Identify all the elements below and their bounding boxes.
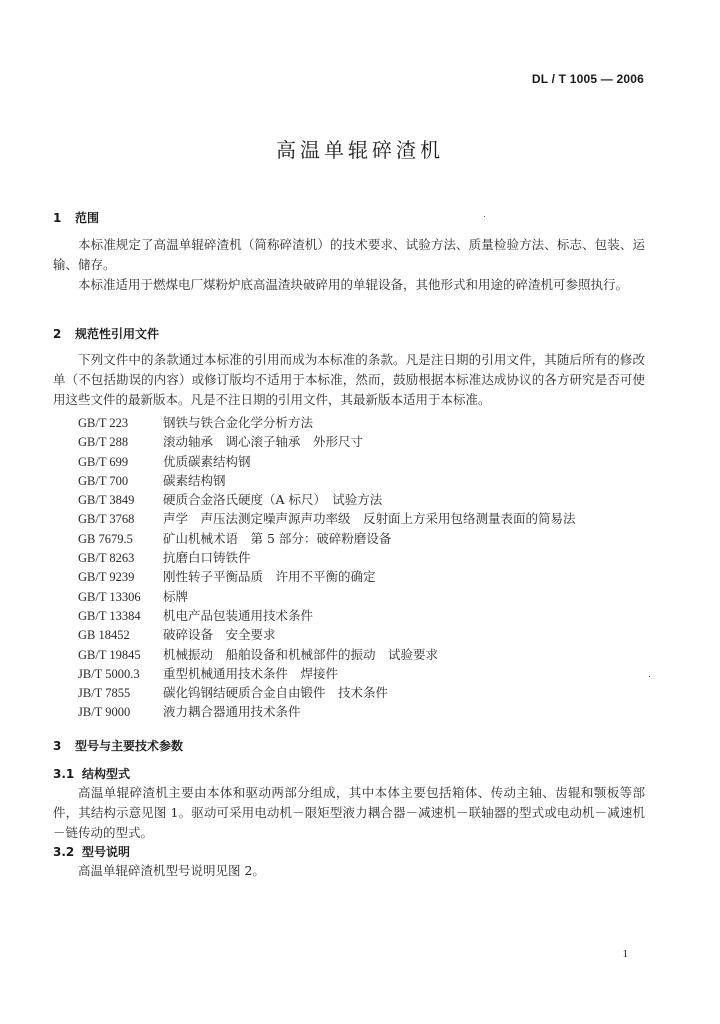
section-3-2-paragraph: 高温单辊碎渣机型号说明见图 2。 bbox=[78, 863, 265, 878]
reference-item bbox=[78, 452, 576, 471]
section-title: 范围 bbox=[75, 211, 100, 225]
reference-title: 标牌 bbox=[163, 588, 189, 604]
reference-title: 钢铁与铁合金化学分析方法 bbox=[163, 415, 314, 430]
reference-item bbox=[78, 548, 576, 567]
reference-title: 机械振动 船舶设备和机械部件的振动 试验要求 bbox=[163, 646, 439, 662]
reference-code: GB/T 223 bbox=[78, 416, 129, 430]
reference-code: GB/T 3849 bbox=[78, 493, 135, 508]
section-2-heading bbox=[53, 325, 159, 342]
section-3-1-heading bbox=[53, 765, 130, 782]
reference-title: 刚性转子平衡品质 许用不平衡的确定 bbox=[163, 569, 376, 585]
reference-code: JB/T 5000.3 bbox=[78, 666, 140, 681]
section-1-paragraph-2: 本标准适用于燃煤电厂煤粉炉底高温渣块破碎用的单辊设备，其他形式和用途的碎渣机可参照执行。 bbox=[78, 277, 629, 292]
reference-item bbox=[78, 529, 576, 548]
reference-item bbox=[78, 413, 576, 432]
section-number: 3 bbox=[53, 739, 62, 753]
section-3-heading bbox=[53, 737, 183, 754]
reference-code: GB/T 13384 bbox=[78, 608, 141, 623]
scan-speck bbox=[649, 676, 650, 677]
reference-item bbox=[78, 625, 576, 644]
page-number: 1 bbox=[622, 948, 628, 960]
reference-item bbox=[78, 432, 576, 451]
reference-item bbox=[78, 567, 576, 586]
reference-title: 碳化钨钢结硬质合金自由锻件 技术条件 bbox=[163, 685, 389, 701]
reference-title: 硬质合金洛氏硬度（A 标尺） 试验方法 bbox=[163, 492, 383, 508]
reference-title: 碳素结构钢 bbox=[163, 472, 226, 488]
standard-code: DL / T 1005 — 2006 bbox=[531, 72, 644, 86]
reference-code: GB/T 9239 bbox=[78, 570, 135, 585]
reference-item bbox=[78, 587, 576, 606]
reference-title: 破碎设备 安全要求 bbox=[163, 627, 276, 643]
reference-item bbox=[78, 471, 576, 490]
reference-code: GB/T 3768 bbox=[78, 512, 135, 527]
reference-list bbox=[78, 413, 576, 722]
scan-speck bbox=[484, 216, 485, 217]
document-title: 高温单辊碎渣机 bbox=[276, 138, 444, 162]
reference-item bbox=[78, 645, 576, 664]
section-3-2-heading bbox=[53, 843, 130, 860]
reference-code: GB/T 13306 bbox=[78, 589, 141, 604]
reference-code: GB 18452 bbox=[78, 628, 130, 643]
reference-code: JB/T 7855 bbox=[78, 686, 131, 701]
reference-code: JB/T 9000 bbox=[78, 705, 131, 720]
reference-title: 声学 声压法测定噪声源声功率级 反射面上方采用包络测量表面的简易法 bbox=[163, 511, 576, 527]
reference-item bbox=[78, 606, 576, 625]
subsection-number: 3.2 bbox=[53, 845, 75, 859]
reference-title: 液力耦合器通用技术条件 bbox=[163, 704, 301, 720]
reference-item bbox=[78, 683, 576, 702]
reference-code: GB 7679.5 bbox=[78, 531, 133, 546]
section-title: 规范性引用文件 bbox=[75, 327, 160, 341]
section-1-heading bbox=[53, 209, 99, 226]
section-number: 2 bbox=[53, 327, 62, 341]
reference-item bbox=[78, 664, 576, 683]
section-2-intro: 下列文件中的条款通过本标准的引用而成为本标准的条款。凡是注日期的引用文件，其随后所有的修改单（不包括勘误的内容）或修订版均不适用于本标准，然而，鼓励根据本标准达成协议的各方研究是否可使用这些文件的最新版本。凡是不注日期的引用文件，其最新版本适用于本标准。 bbox=[53, 352, 645, 407]
reference-code: GB/T 8263 bbox=[78, 551, 135, 566]
section-number: 1 bbox=[53, 211, 62, 225]
reference-code: GB/T 19845 bbox=[78, 647, 141, 662]
section-1-paragraph-1: 本标准规定了高温单辊碎渣机（简称碎渣机）的技术要求、试验方法、质量检验方法、标志、包装、运输、储存。 bbox=[53, 237, 645, 272]
reference-item bbox=[78, 490, 576, 509]
reference-title: 滚动轴承 调心滚子轴承 外形尺寸 bbox=[163, 434, 364, 450]
section-3-1-paragraph: 高温单辊碎渣机主要由本体和驱动两部分组成，其中本体主要包括箱体、传动主轴、齿辊和颚板等部件，其结构示意见图 1。驱动可采用电动机－限矩型液力耦合器－减速机－联轴器的型式或电动机－减速机－链传动的型式。 bbox=[53, 785, 645, 840]
subsection-title: 结构型式 bbox=[82, 767, 131, 781]
subsection-number: 3.1 bbox=[53, 767, 75, 781]
reference-title: 抗磨白口铸铁件 bbox=[163, 550, 251, 566]
subsection-title: 型号说明 bbox=[82, 845, 131, 859]
reference-title: 优质碳素结构钢 bbox=[163, 453, 251, 469]
reference-title: 矿山机械术语 第 5 部分：破碎粉磨设备 bbox=[163, 530, 392, 546]
reference-code: GB/T 288 bbox=[78, 435, 129, 450]
reference-item bbox=[78, 509, 576, 528]
reference-title: 重型机械通用技术条件 焊接件 bbox=[163, 665, 339, 681]
reference-item bbox=[78, 702, 576, 721]
section-title: 型号与主要技术参数 bbox=[75, 739, 184, 753]
reference-code: GB/T 699 bbox=[78, 454, 129, 469]
reference-code: GB/T 700 bbox=[78, 473, 129, 488]
reference-title: 机电产品包装通用技术条件 bbox=[163, 607, 314, 623]
